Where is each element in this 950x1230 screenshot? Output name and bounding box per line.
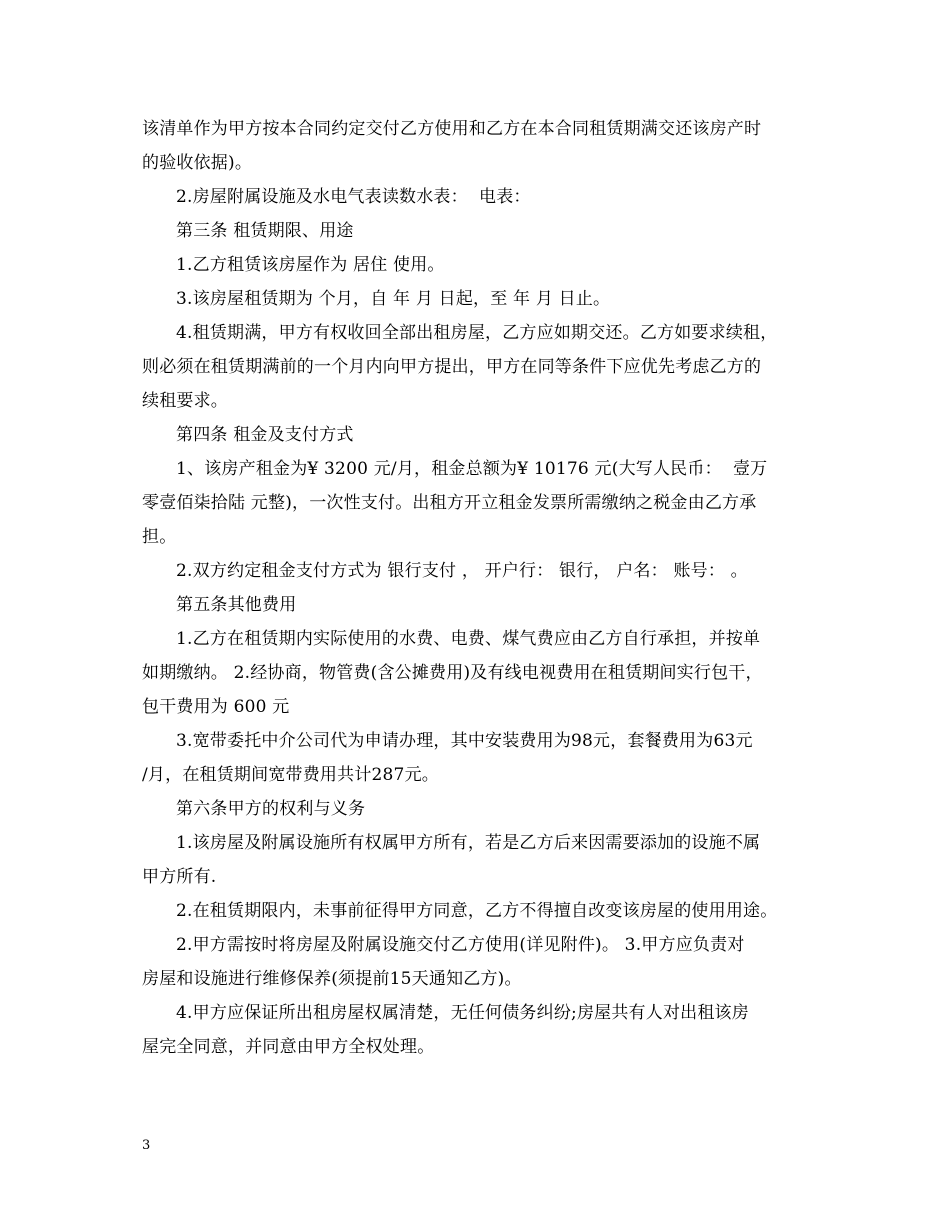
text-line: 该清单作为甲方按本合同约定交付乙方使用和乙方在本合同租赁期满交还该房产时: [142, 119, 762, 139]
text-line: 1.乙方租赁该房屋作为 居住 使用。: [176, 255, 445, 275]
text-line: 房屋和设施进行维修保养(须提前15天通知乙方)。: [142, 969, 522, 989]
text-line: 2.双方约定租金支付方式为 银行支付 ， 开户行： 银行， 户名： 账号： 。: [176, 561, 748, 581]
section-heading: 第五条其他费用: [176, 595, 297, 615]
section-heading: 第四条 租金及支付方式: [176, 425, 354, 445]
text-line: 零壹佰柒拾陆 元整)，一次性支付。出租方开立租金发票所需缴纳之税金由乙方承: [142, 493, 757, 513]
text-line: 则必须在租赁期满前的一个月内向甲方提出，甲方在同等条件下应优先考虑乙方的: [142, 357, 762, 377]
text-line: 4.甲方应保证所出租房屋权属清楚，无任何债务纠纷;房屋共有人对出租该房: [176, 1003, 749, 1023]
text-line: 包干费用为 600 元: [142, 697, 290, 717]
document-body: [142, 112, 822, 1064]
text-line: 2.在租赁期限内，未事前征得甲方同意，乙方不得擅自改变该房屋的使用用途。: [176, 901, 778, 921]
text-line: 1.该房屋及附属设施所有权属甲方所有，若是乙方后来因需要添加的设施不属: [176, 833, 761, 853]
text-line: 4.租赁期满，甲方有权收回全部出租房屋，乙方应如期交还。乙方如要求续租，: [176, 323, 778, 343]
text-line: 2.甲方需按时将房屋及附属设施交付乙方使用(详见附件)。 3.甲方应负责对: [176, 935, 745, 955]
section-heading: 第六条甲方的权利与义务: [176, 799, 366, 819]
text-line: 屋完全同意，并同意由甲方全权处理。: [142, 1037, 435, 1057]
text-line: 1、该房产租金为¥ 3200 元/月，租金总额为¥ 10176 元(大写人民币： 壹万: [176, 459, 768, 479]
text-line: 甲方所有.: [142, 867, 217, 887]
section-heading: 第三条 租赁期限、用途: [176, 221, 354, 241]
text-line: 2.房屋附属设施及水电气表读数水表： 电表：: [176, 187, 531, 207]
text-line: 如期缴纳。 2.经协商，物管费(含公摊费用)及有线电视费用在租赁期间实行包干，: [142, 663, 763, 683]
text-line: 3.该房屋租赁期为 个月，自 年 月 日起，至 年 月 日止。: [176, 289, 611, 309]
text-line: 担。: [142, 527, 177, 547]
text-line: 1.乙方在租赁期内实际使用的水费、电费、煤气费应由乙方自行承担，并按单: [176, 629, 761, 649]
text-line: /月，在租赁期间宽带费用共计287元。: [142, 765, 439, 785]
text-line: 3.宽带委托中介公司代为申请办理，其中安装费用为98元，套餐费用为63元: [176, 731, 753, 751]
text-line: 的验收依据)。: [142, 153, 253, 173]
page-number: 3: [142, 1138, 151, 1153]
text-line: 续租要求。: [142, 391, 228, 411]
